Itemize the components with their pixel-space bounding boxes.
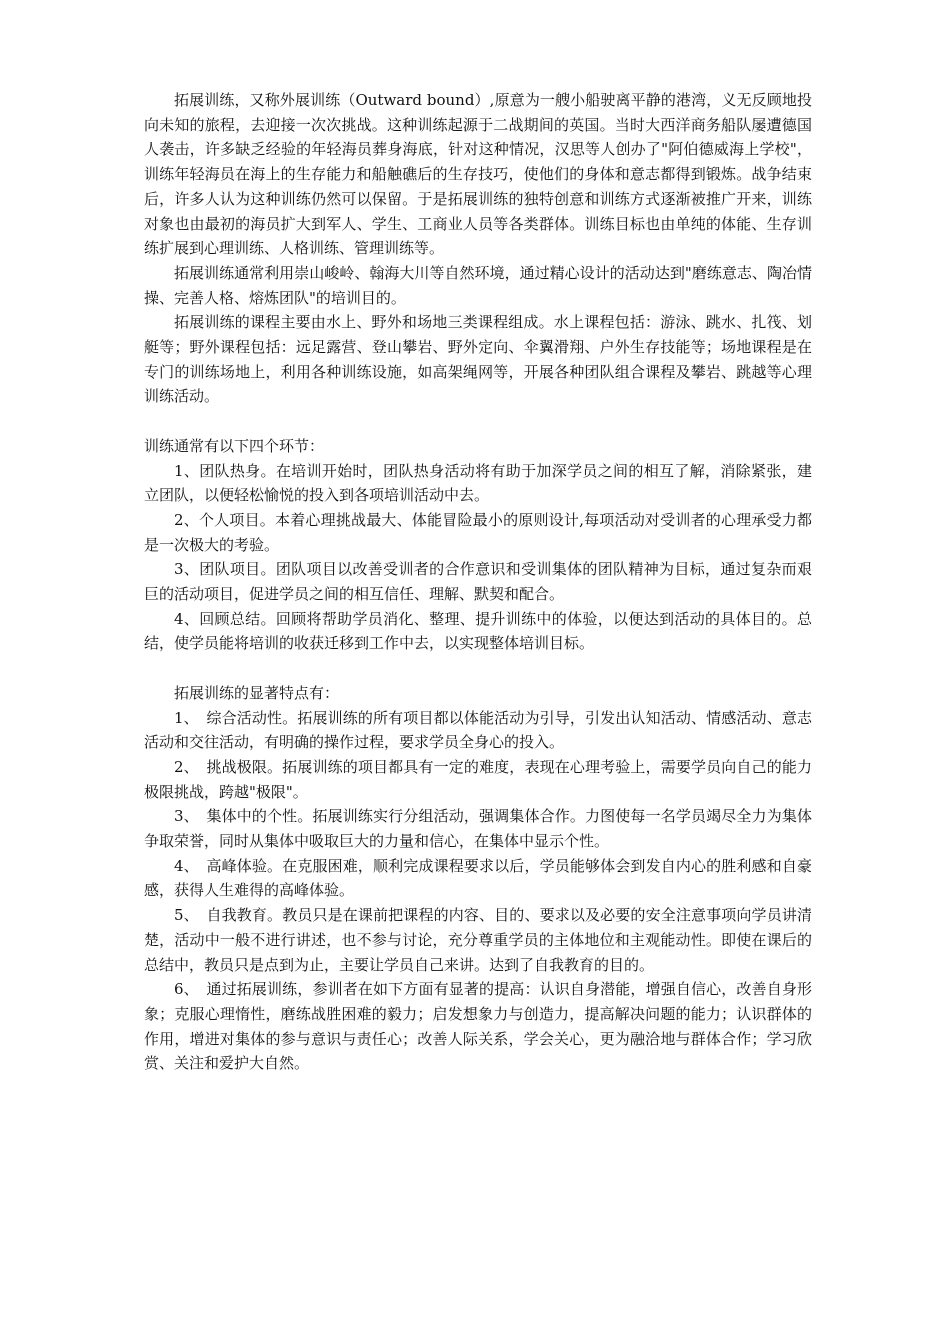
section-spacer (144, 409, 812, 434)
intro-paragraph-courses: 拓展训练的课程主要由水上、野外和场地三类课程组成。水上课程包括：游泳、跳水、扎筏、划艇等；野外课程包括：远足露营、登山攀岩、野外定向、伞翼滑翔、户外生存技能等；场地课程是在专门的训练场地上，利用各种训练设施，如高架绳网等，开展各种团队组合课程及攀岩、跳越等心理训练活动。 (144, 313, 812, 406)
feature-item: 3、 集体中的个性。拓展训练实行分组活动，强调集体合作。力图使每一名学员竭尽全力为集体争取荣誉，同时从集体中吸取巨大的力量和信心，在集体中显示个性。 (144, 807, 812, 851)
features-heading: 拓展训练的显著特点有： (174, 683, 340, 702)
feature-item: 5、 自我教育。教员只是在课前把课程的内容、目的、要求以及必要的安全注意事项向学员讲清楚，活动中一般不进行讲述，也不参与讨论，充分尊重学员的主体地位和主观能动性。即使在课后的总结中，教员只是点到为止，主要让学员自己来讲。达到了自我教育的目的。 (144, 906, 812, 974)
intro-paragraph-purpose: 拓展训练通常利用崇山峻岭、翰海大川等自然环境，通过精心设计的活动达到"磨练意志、陶冶情操、完善人格、熔炼团队"的培训目的。 (144, 263, 812, 307)
stage-item: 2、个人项目。本着心理挑战最大、体能冒险最小的原则设计,每项活动对受训者的心理承受力都是一次极大的考验。 (144, 510, 812, 554)
document-body (144, 88, 812, 1076)
stages-heading: 训练通常有以下四个环节： (144, 436, 325, 455)
feature-item: 6、 通过拓展训练，参训者在如下方面有显著的提高：认识自身潜能，增强自信心，改善自身形象；克服心理惰性，磨练战胜困难的毅力；启发想象力与创造力，提高解决问题的能力；认识群体的作用，增进对集体的参与意识与责任心；改善人际关系，学会关心，更为融洽地与群体合作；学习欣赏、关注和爱护大自然。 (144, 980, 812, 1073)
feature-item: 2、 挑战极限。拓展训练的项目都具有一定的难度，表现在心理考验上，需要学员向自己的能力极限挑战，跨越"极限"。 (144, 757, 812, 801)
feature-item: 1、 综合活动性。拓展训练的所有项目都以体能活动为引导，引发出认知活动、情感活动、意志活动和交往活动，有明确的操作过程，要求学员全身心的投入。 (144, 708, 812, 752)
stage-item: 1、团队热身。在培训开始时，团队热身活动将有助于加深学员之间的相互了解，消除紧张，建立团队，以便轻松愉悦的投入到各项培训活动中去。 (144, 461, 812, 505)
feature-item: 4、 高峰体验。在克服困难，顺利完成课程要求以后，学员能够体会到发自内心的胜利感和自豪感，获得人生难得的高峰体验。 (144, 856, 812, 900)
intro-paragraph-origin: 拓展训练，又称外展训练（Outward bound）,原意为一艘小船驶离平静的港湾，义无反顾地投向未知的旅程，去迎接一次次挑战。这种训练起源于二战期间的英国。当时大西洋商务船队屡遭德国人袭击，许多缺乏经验的年轻海员葬身海底，针对这种情况，汉思等人创办了"阿伯德威海上学校"，训练年轻海员在海上的生存能力和船触礁后的生存技巧，使他们的身体和意志都得到锻炼。战争结束后，许多人认为这种训练仍然可以保留。于是拓展训练的独特创意和训练方式逐渐被推广开来，训练对象也由最初的海员扩大到军人、学生、工商业人员等各类群体。训练目标也由单纯的体能、生存训练扩展到心理训练、人格训练、管理训练等。 (144, 91, 812, 258)
section-spacer (144, 656, 812, 681)
stage-item: 3、团队项目。团队项目以改善受训者的合作意识和受训集体的团队精神为目标，通过复杂而艰巨的活动项目，促进学员之间的相互信任、理解、默契和配合。 (144, 560, 812, 604)
stage-item: 4、回顾总结。回顾将帮助学员消化、整理、提升训练中的体验，以便达到活动的具体目的。总结，使学员能将培训的收获迁移到工作中去，以实现整体培训目标。 (144, 609, 812, 653)
